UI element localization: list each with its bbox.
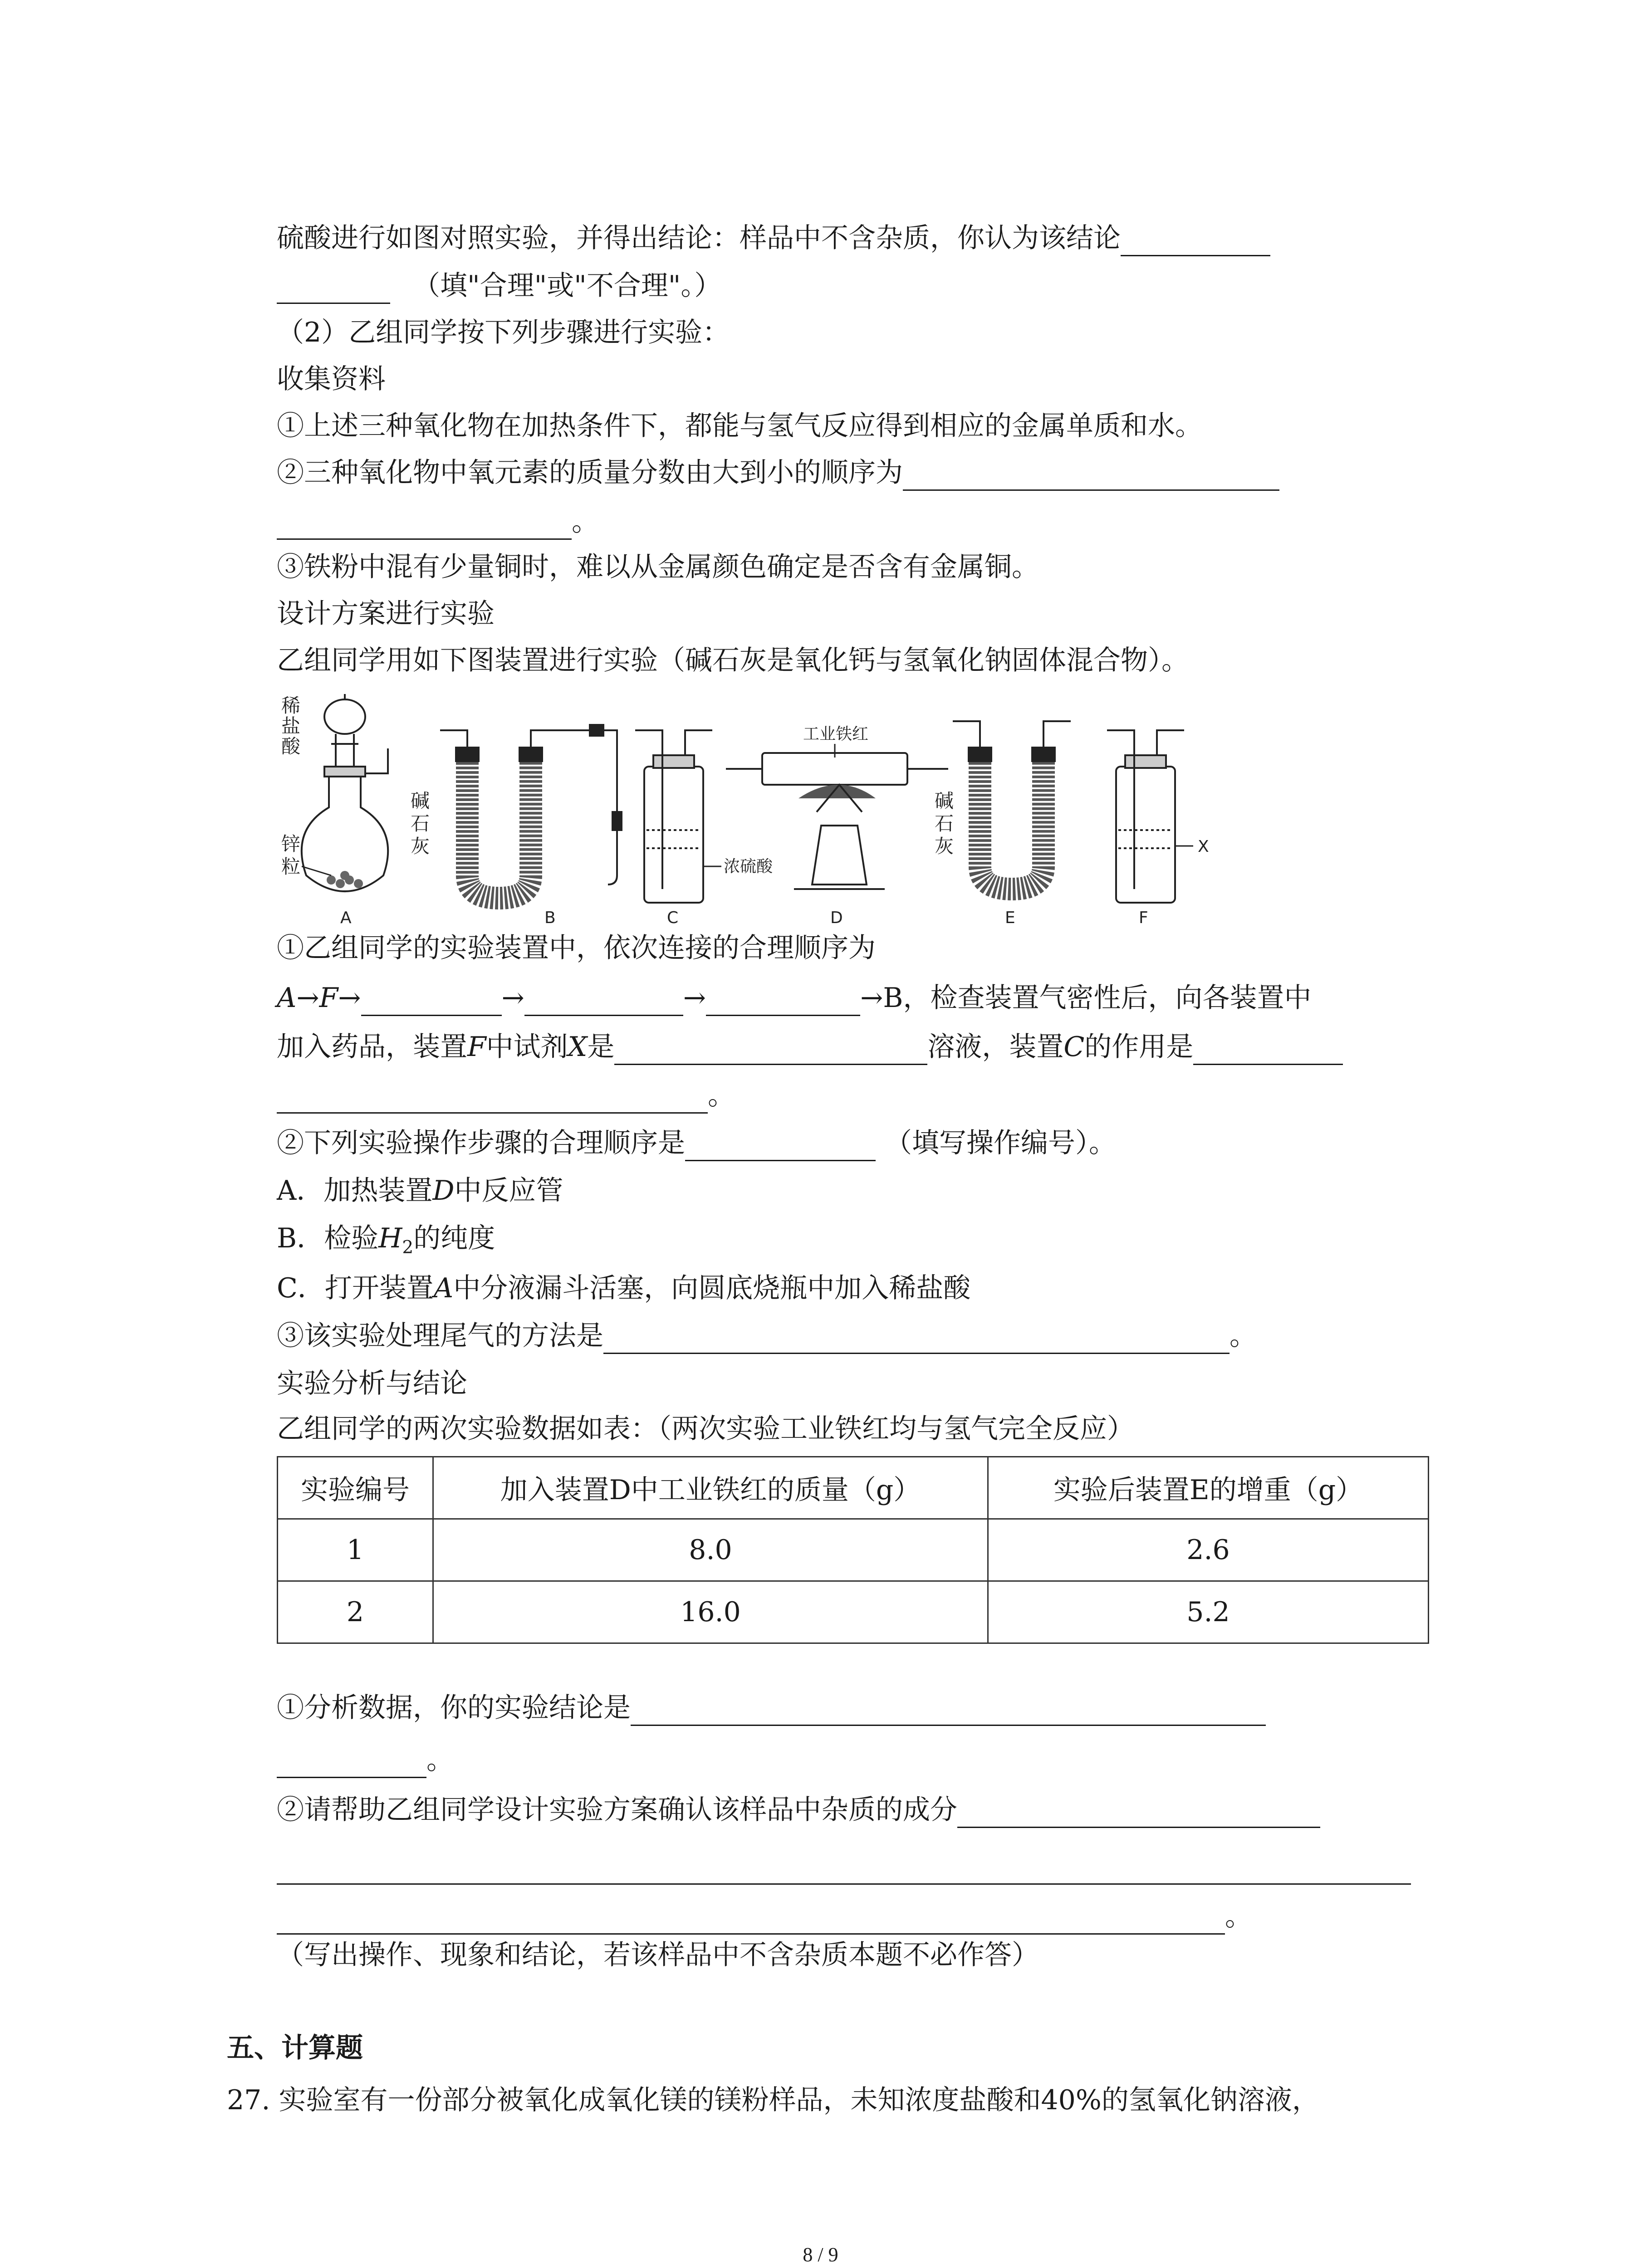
text-line: 设计方案进行实验 — [277, 598, 495, 630]
answer-blank[interactable] — [277, 510, 572, 540]
table-cell: 8.0 — [433, 1519, 988, 1581]
answer-blank[interactable] — [631, 1696, 1266, 1726]
answer-blank[interactable] — [277, 1749, 426, 1778]
text-line: （写出操作、现象和结论，若该样品中不含杂质本题不必作答） — [277, 1939, 1039, 1971]
svg-text:灰: 灰 — [935, 835, 954, 857]
text-line: 乙组同学用如下图装置进行实验（碱石灰是氧化钙与氢氧化钠固体混合物）。 — [277, 645, 1189, 676]
data-table — [277, 1456, 1429, 1644]
table-row — [278, 1581, 1429, 1643]
text: → — [683, 982, 706, 1014]
text-line: 实验分析与结论 — [277, 1368, 467, 1399]
text-line: ③铁粉中混有少量铜时，难以从金属颜色确定是否含有金属铜。 — [277, 551, 1039, 583]
svg-text:盐: 盐 — [281, 715, 301, 737]
table-header: 加入装置D中工业铁红的质量（g） — [433, 1457, 988, 1519]
apparatus-f — [1107, 730, 1184, 903]
page-number: 8 / 9 — [803, 2244, 838, 2266]
answer-blank[interactable] — [1121, 227, 1270, 256]
table-cell: 16.0 — [433, 1581, 988, 1643]
label-a: A — [340, 909, 352, 927]
text: 硫酸进行如图对照实验，并得出结论：样品中不含杂质，你认为该结论 — [277, 222, 1121, 254]
text-line: ②请帮助乙组同学设计实验方案确认该样品中杂质的成分 — [277, 1792, 1320, 1828]
acid-label: 稀 — [281, 694, 301, 717]
text-line — [277, 220, 1270, 256]
text-line: ①乙组同学的实验装置中，依次连接的合理顺序为 — [277, 932, 876, 964]
text: →B，检查装置气密性后，向各装置中 — [860, 982, 1312, 1014]
apparatus-a — [302, 694, 388, 891]
apparatus-e — [953, 721, 1071, 889]
text: → — [501, 982, 524, 1014]
label-f: F — [1139, 909, 1148, 927]
text: ②三种氧化物中氧元素的质量分数由大到小的顺序为 — [277, 457, 903, 489]
label-b: B — [544, 909, 556, 927]
option-c: C．打开装置A中分液漏斗活塞，向圆底烧瓶中加入稀盐酸 — [277, 1272, 971, 1304]
text-line: 。 — [277, 1742, 454, 1778]
answer-blank[interactable] — [957, 1799, 1320, 1828]
text-line — [277, 1848, 1411, 1885]
label-c: C — [667, 909, 679, 927]
answer-blank[interactable] — [603, 1325, 1230, 1354]
text-line — [277, 503, 599, 540]
text-line — [277, 268, 721, 304]
text: （填"合理"或"不合理"。） — [413, 270, 722, 302]
answer-blank[interactable] — [685, 1132, 876, 1161]
answer-blank[interactable] — [524, 987, 683, 1016]
text-line: ①上述三种氧化物在加热条件下，都能与氢气反应得到相应的金属单质和水。 — [277, 410, 1202, 442]
answer-blank[interactable] — [361, 987, 502, 1016]
iron-red-label: 工业铁红 — [803, 725, 869, 743]
zinc-label: 锌 — [281, 833, 301, 855]
table-header: 实验后装置E的增重（g） — [988, 1457, 1429, 1519]
answer-blank[interactable] — [277, 1084, 708, 1114]
svg-text:石: 石 — [935, 812, 954, 835]
text: 。 — [572, 506, 599, 538]
table-cell: 1 — [278, 1519, 433, 1581]
option-b: B．检验$H_2$的纯度 — [277, 1222, 495, 1258]
answer-blank[interactable] — [277, 1855, 1411, 1885]
label-e: E — [1005, 909, 1015, 927]
svg-text:灰: 灰 — [411, 835, 430, 857]
svg-text:粒: 粒 — [281, 855, 301, 878]
table-cell: 2 — [278, 1581, 433, 1643]
sulfuric-acid-label: 浓硫酸 — [724, 857, 773, 876]
table-cell: 5.2 — [988, 1581, 1429, 1643]
apparatus-figure — [272, 694, 1252, 930]
text-line: 。 — [277, 1898, 1252, 1935]
apparatus-b — [440, 725, 622, 898]
text-line: ③该实验处理尾气的方法是 。 — [277, 1318, 1257, 1354]
answer-blank[interactable] — [706, 987, 860, 1016]
table-cell: 2.6 — [988, 1519, 1429, 1581]
table-header-row — [278, 1457, 1429, 1519]
text-line: 加入药品，装置F中试剂X是 溶液，装置C的作用是 — [277, 1029, 1343, 1065]
text-line: ①分析数据，你的实验结论是 — [277, 1690, 1266, 1726]
text-line: ②下列实验操作步骤的合理顺序是 （填写操作编号）。 — [277, 1125, 1116, 1161]
soda-lime-e-label: 碱 — [935, 790, 954, 812]
section-heading: 五、计算题 — [227, 2032, 363, 2064]
text-line: 乙组同学的两次实验数据如表：（两次实验工业铁红均与氢气完全反应） — [277, 1413, 1134, 1445]
text-line: 。 — [277, 1077, 735, 1114]
text-line — [277, 980, 1311, 1016]
apparatus-c — [635, 730, 712, 903]
label-d: D — [830, 909, 843, 927]
table-header: 实验编号 — [278, 1457, 433, 1519]
text-line — [277, 455, 1279, 491]
soda-lime-b-label: 碱 — [411, 790, 430, 812]
text: A→F→ — [277, 982, 361, 1014]
text-line: （2）乙组同学按下列步骤进行实验： — [277, 317, 730, 348]
text-line: 收集资料 — [277, 363, 386, 395]
svg-text:酸: 酸 — [281, 735, 301, 758]
question-27: 27. 实验室有一份部分被氧化成氧化镁的镁粉样品，未知浓度盐酸和40%的氢氧化钠溶液， — [227, 2084, 1319, 2116]
answer-blank[interactable] — [1193, 1036, 1343, 1065]
table-row — [278, 1519, 1429, 1581]
svg-text:石: 石 — [411, 812, 430, 835]
answer-blank[interactable] — [903, 461, 1279, 491]
option-a: A．加热装置D中反应管 — [277, 1175, 563, 1207]
answer-blank[interactable] — [614, 1036, 927, 1065]
answer-blank[interactable] — [277, 274, 390, 304]
answer-blank[interactable] — [277, 1905, 1225, 1935]
x-label: X — [1198, 837, 1209, 856]
